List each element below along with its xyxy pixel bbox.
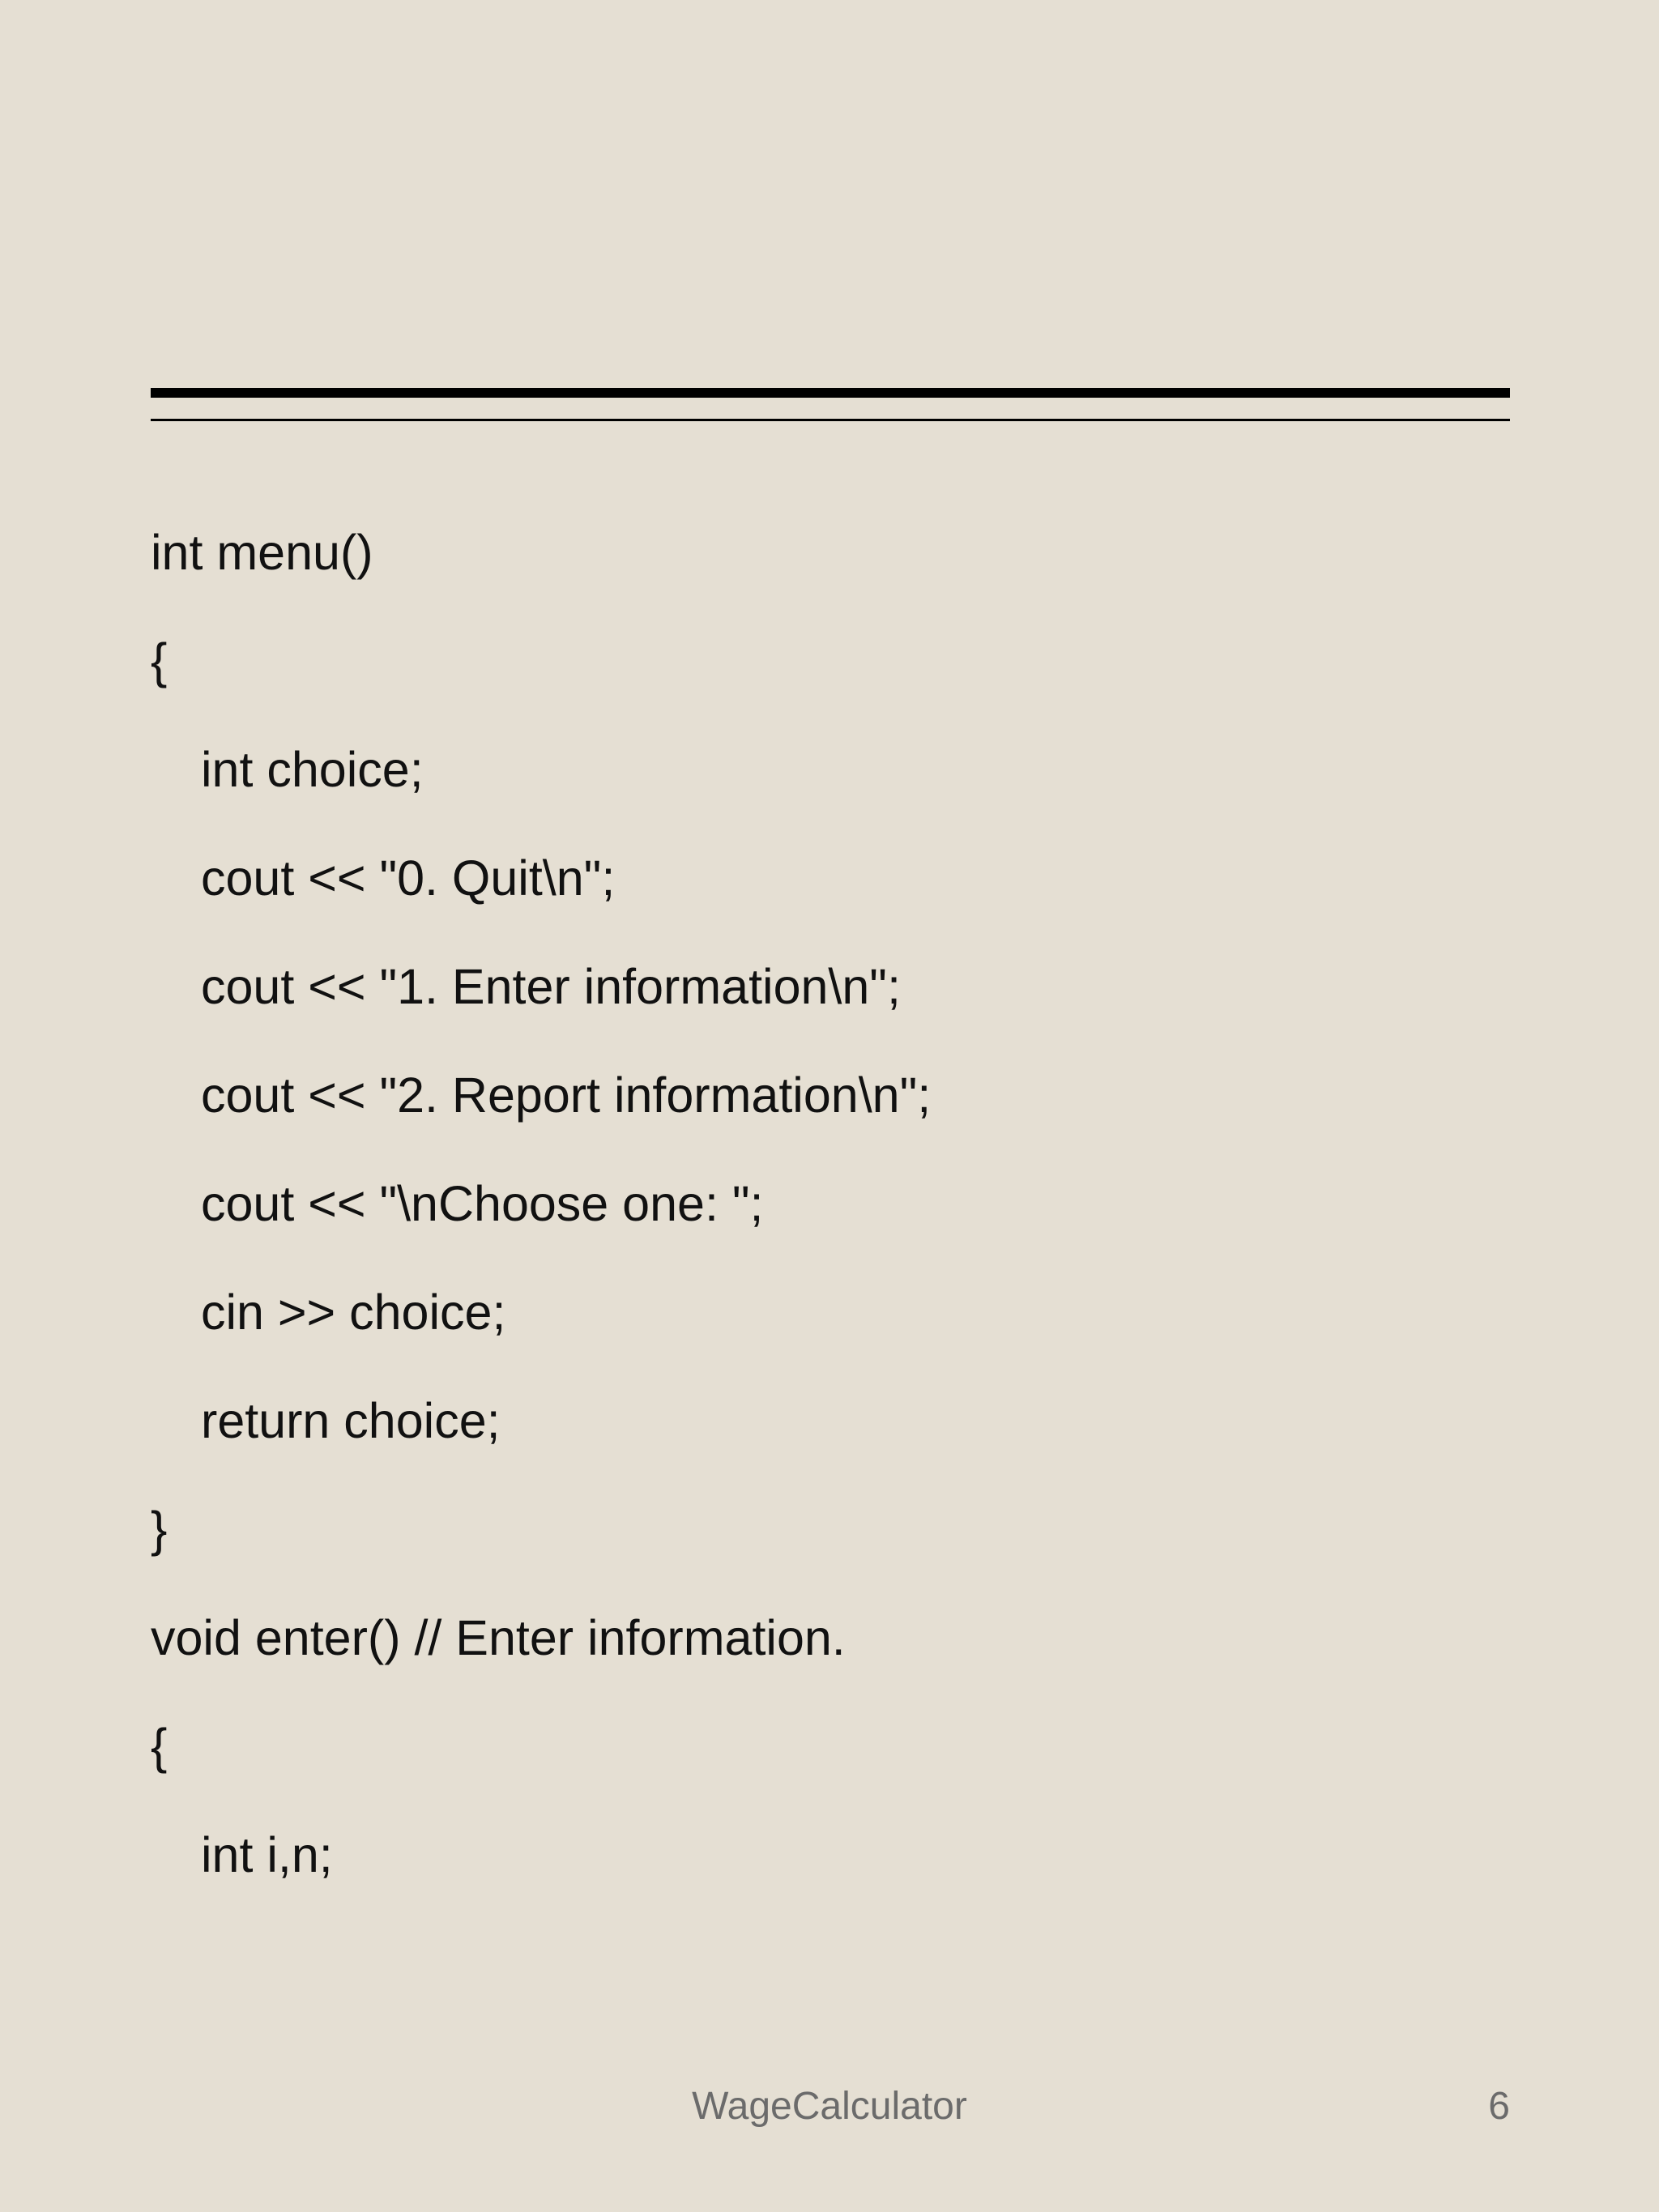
header-rule-thin bbox=[151, 419, 1510, 421]
code-line: { bbox=[151, 633, 168, 688]
code-line: } bbox=[151, 1502, 168, 1557]
code-line: cout << "0. Quit\n"; bbox=[201, 850, 616, 906]
header-rule-thick bbox=[151, 388, 1510, 398]
code-block bbox=[151, 514, 1528, 1924]
code-line: void enter() // Enter information. bbox=[151, 1610, 846, 1665]
page-number: 6 bbox=[1488, 2085, 1510, 2128]
code-line: int choice; bbox=[201, 742, 424, 797]
code-line: return choice; bbox=[201, 1393, 501, 1448]
code-line: { bbox=[151, 1719, 168, 1774]
code-line: cout << "1. Enter information\n"; bbox=[201, 959, 901, 1014]
code-line: cin >> choice; bbox=[201, 1285, 506, 1340]
footer-title: WageCalculator bbox=[692, 2085, 967, 2128]
code-line: cout << "2. Report information\n"; bbox=[201, 1068, 932, 1123]
code-line: int menu() bbox=[151, 525, 373, 580]
code-line: int i,n; bbox=[201, 1827, 333, 1882]
code-line: cout << "\nChoose one: "; bbox=[201, 1176, 764, 1231]
